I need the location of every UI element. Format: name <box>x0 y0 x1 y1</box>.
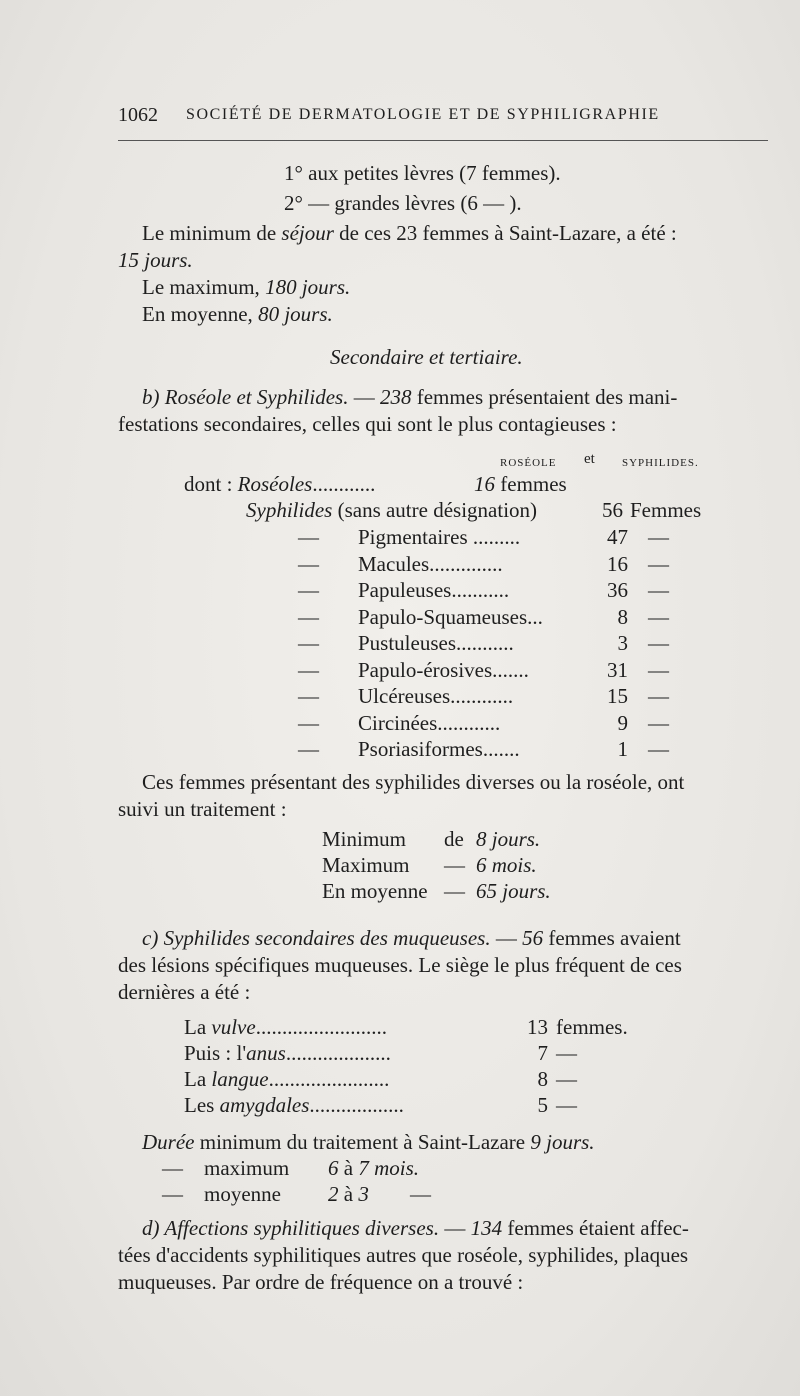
b-after-2: suivi un traitement : <box>118 797 287 821</box>
row-unit: — <box>648 710 669 735</box>
syphilides-note: (sans autre désignation) <box>332 498 538 522</box>
roseoles-dots: ............ <box>312 472 376 496</box>
treatment-value: 6 mois. <box>476 853 537 877</box>
duree-avg-label: moyenne <box>204 1182 281 1206</box>
treatment-sep: de <box>444 827 464 851</box>
col-header-et: et <box>584 451 595 467</box>
site-value: 8 <box>537 1067 548 1091</box>
site-prefix: La <box>184 1067 212 1091</box>
site-prefix: La <box>184 1015 212 1039</box>
d-dash: — <box>439 1216 471 1240</box>
row-dash: — <box>298 631 319 655</box>
page-number: 1062 <box>118 104 158 126</box>
row-dash: — <box>298 737 319 761</box>
row-value: 1 <box>617 737 628 761</box>
treatment-value: 65 jours. <box>476 879 551 903</box>
row-value: 47 <box>607 525 628 549</box>
row-label: Pigmentaires ......... <box>358 525 521 549</box>
site-unit: — <box>556 1093 577 1117</box>
roseoles-line <box>184 471 375 497</box>
row-value: 36 <box>607 578 628 602</box>
duree-max-a: 6 <box>328 1156 339 1180</box>
syphilides-value: 56 <box>602 498 623 522</box>
sejour-text-a: Le minimum de <box>142 221 282 245</box>
site-unit: — <box>556 1067 577 1091</box>
roseoles-unit: femmes <box>495 472 567 496</box>
col-header-roseole: ROSÉOLE <box>500 457 557 469</box>
b-dash: — <box>348 385 380 409</box>
d-title: Affections syphilitiques diverses. <box>164 1216 440 1240</box>
site-name: langue <box>211 1067 269 1091</box>
site-prefix: Les <box>184 1093 220 1117</box>
avg-text: En moyenne, <box>142 302 259 326</box>
row-value: 8 <box>617 604 628 629</box>
treatment-label: En moyenne <box>322 879 428 903</box>
site-unit: femmes. <box>556 1015 628 1039</box>
section-heading: Secondaire et tertiaire. <box>330 345 523 369</box>
d-count: 134 <box>470 1216 503 1240</box>
row-label: Psoriasiformes....... <box>358 737 520 761</box>
treatment-label: Maximum <box>322 853 410 877</box>
duree-max-value <box>328 1155 419 1181</box>
c-text: femmes avaient <box>543 926 681 950</box>
d-heading-line <box>142 1215 689 1241</box>
col-header-syphilides: SYPHILIDES. <box>622 457 699 469</box>
dont-text: dont : <box>184 472 238 496</box>
intro-line-2: 2° — grandes lèvres (6 — ). <box>284 191 522 215</box>
d-label: d) <box>142 1216 165 1240</box>
row-label: Circinées............ <box>358 710 501 735</box>
c-line-2: des lésions spécifiques muqueuses. Le siège le plus fréquent de ces <box>118 953 682 977</box>
row-dash: — <box>298 657 319 682</box>
duree-avg-mid: à <box>338 1182 359 1206</box>
b-title: Roséole et Syphilides. <box>164 385 349 409</box>
c-dash: — <box>490 926 523 950</box>
sejour-line <box>142 220 677 246</box>
max-line <box>142 274 350 300</box>
syphilides-unit: Femmes <box>630 498 702 522</box>
c-line-3: dernières a été : <box>118 980 251 1004</box>
b-text: femmes présentaient des mani- <box>411 385 678 409</box>
sejour-text-b: de ces 23 femmes à Saint-Lazare, a été : <box>333 221 677 245</box>
roseoles-label: Roséoles <box>237 472 313 496</box>
row-unit: — <box>648 631 669 655</box>
c-title: Syphilides secondaires des muqueuses. <box>163 926 491 950</box>
treatment-sep: — <box>444 879 465 903</box>
avg-value: 80 jours. <box>258 302 333 326</box>
row-label: Papulo-érosives....... <box>358 657 529 682</box>
site-name: anus <box>246 1041 286 1065</box>
duree-avg-tail: — <box>410 1182 431 1206</box>
site-name: vulve <box>211 1015 256 1039</box>
duree-value: 9 jours. <box>530 1130 595 1154</box>
d-line-2: tées d'accidents syphilitiques autres que roséole, syphilides, plaques <box>118 1243 689 1267</box>
duree-avg-a: 2 <box>328 1182 339 1206</box>
row-label: Papulo-Squameuses... <box>358 604 543 629</box>
site-dots: ......................... <box>255 1015 387 1039</box>
row-dash: — <box>298 604 319 629</box>
syphilides-line <box>246 497 537 523</box>
row-dash: — <box>298 684 319 708</box>
site-value: 7 <box>537 1041 548 1065</box>
duree-avg-value <box>328 1181 369 1207</box>
running-header <box>118 100 708 130</box>
row-unit: — <box>648 657 669 682</box>
site-value: 5 <box>537 1093 548 1117</box>
site-dots: .................. <box>309 1093 404 1117</box>
row-unit: — <box>648 525 669 549</box>
duree-max-label: maximum <box>204 1156 290 1180</box>
site-prefix: Puis : l' <box>184 1041 247 1065</box>
row-label: Macules.............. <box>358 551 503 576</box>
site-value: 13 <box>527 1015 548 1039</box>
row-label: Papuleuses........... <box>358 578 510 602</box>
row-value: 31 <box>607 657 628 682</box>
site-dots: .................... <box>285 1041 391 1065</box>
treatment-label: Minimum <box>322 827 407 851</box>
row-unit: — <box>648 604 669 629</box>
row-value: 9 <box>617 710 628 735</box>
row-unit: — <box>648 684 669 708</box>
duree-max-dash: — <box>162 1156 183 1180</box>
treatment-sep: — <box>444 853 465 877</box>
site-unit: — <box>556 1041 577 1065</box>
treatment-value: 8 jours. <box>476 827 541 851</box>
duree-avg-b: 3 <box>358 1182 369 1206</box>
b-heading-line <box>142 384 677 410</box>
duree-max-b: 7 mois. <box>358 1156 420 1180</box>
site-label-line <box>184 1066 389 1092</box>
d-text: femmes étaient affec- <box>502 1216 689 1240</box>
b-after-1: Ces femmes présentant des syphilides diverses ou la roséole, ont <box>142 770 685 794</box>
b-line-2: festations secondaires, celles qui sont le plus contagieuses : <box>118 412 617 436</box>
duree-max-mid: à <box>338 1156 359 1180</box>
row-label: Pustuleuses........... <box>358 631 514 655</box>
row-dash: — <box>298 710 319 735</box>
roseoles-value-line <box>474 471 567 497</box>
avg-line <box>142 301 333 327</box>
site-name: amygdales <box>219 1093 310 1117</box>
row-unit: — <box>648 737 669 761</box>
sejour-word: séjour <box>281 221 334 245</box>
d-line-3: muqueuses. Par ordre de fréquence on a trouvé : <box>118 1270 524 1294</box>
row-value: 16 <box>607 551 628 576</box>
row-dash: — <box>298 551 319 576</box>
header-rule <box>118 140 768 141</box>
b-label: b) <box>142 385 165 409</box>
site-label-line <box>184 1014 387 1040</box>
c-count: 56 <box>522 926 544 950</box>
duree-word: Durée <box>142 1130 195 1154</box>
syphilides-label: Syphilides <box>246 498 333 522</box>
row-label: Ulcéreuses............ <box>358 684 514 708</box>
row-unit: — <box>648 578 669 602</box>
min-value: 15 jours. <box>118 248 193 272</box>
site-dots: ....................... <box>268 1067 390 1091</box>
row-dash: — <box>298 578 319 602</box>
intro-line-1: 1° aux petites lèvres (7 femmes). <box>284 161 561 185</box>
running-title: SOCIÉTÉ DE DERMATOLOGIE ET DE SYPHILIGRAPHIE <box>186 106 660 123</box>
site-label-line <box>184 1040 391 1066</box>
b-count: 238 <box>379 385 412 409</box>
row-dash: — <box>298 525 319 549</box>
duree-line <box>142 1129 595 1155</box>
roseoles-value: 16 <box>474 472 495 496</box>
c-label: c) <box>142 926 164 950</box>
duree-avg-dash: — <box>162 1182 183 1206</box>
c-heading-line <box>142 925 681 951</box>
row-value: 15 <box>607 684 628 708</box>
max-value: 180 jours. <box>265 275 351 299</box>
duree-text: minimum du traitement à Saint-Lazare <box>194 1130 531 1154</box>
site-label-line <box>184 1092 404 1118</box>
max-text: Le maximum, <box>142 275 266 299</box>
row-value: 3 <box>617 631 628 655</box>
row-unit: — <box>648 551 669 576</box>
